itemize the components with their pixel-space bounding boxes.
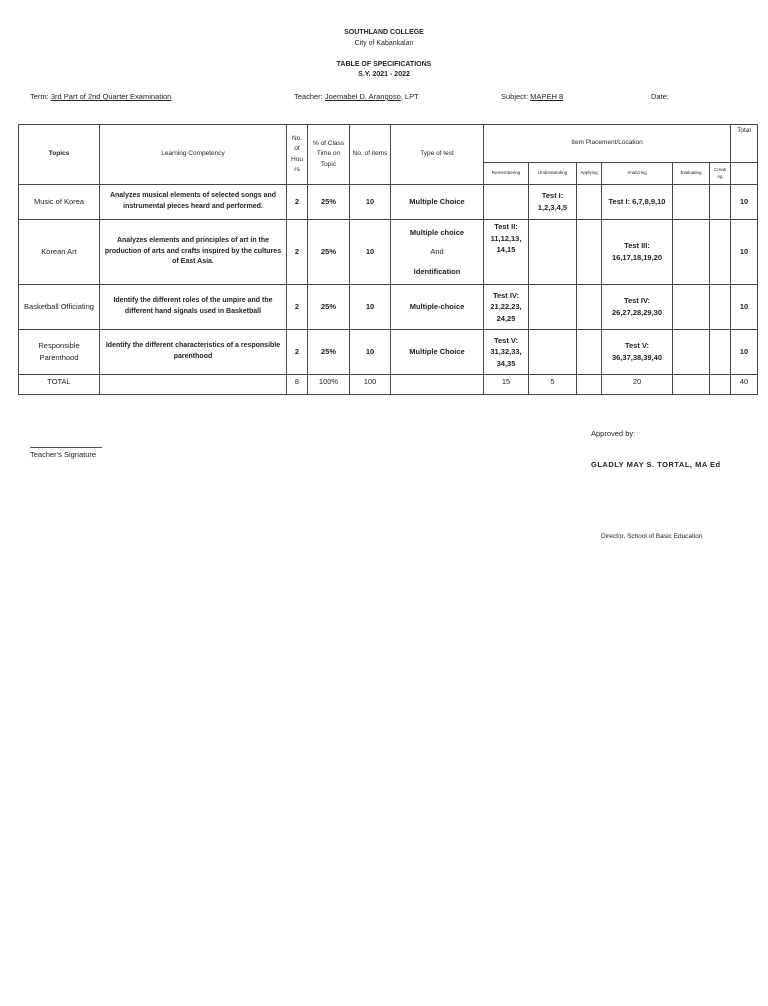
row-remembering: Test V: 31,32,33, 34,35: [484, 330, 529, 375]
teacher-field: [294, 92, 419, 101]
school-city: City of Kabankalan: [354, 40, 414, 47]
header-total-blank: [731, 163, 758, 185]
teacher-value: Joemabel D. Arangoso: [324, 92, 401, 101]
row-creating: [710, 330, 731, 375]
row-items: 10: [350, 285, 391, 330]
school-name: SOUTHLAND COLLEGE: [344, 29, 424, 36]
approver-title: Director, School of Basic Education: [601, 533, 703, 540]
header-creating: Creati ng: [710, 163, 731, 185]
subject-field: [501, 92, 563, 101]
row-type-line3: Identification: [413, 266, 461, 276]
row-understanding: [529, 330, 577, 375]
subject-label: Subject:: [501, 92, 531, 101]
row-percent: 25%: [308, 185, 350, 220]
header-type: Type of test: [391, 125, 484, 185]
subject-value: MAPEH 8: [530, 92, 564, 101]
teacher-label: Teacher:: [294, 92, 325, 101]
header-total: Total: [731, 125, 758, 163]
approved-by-label: Approved by:: [591, 429, 636, 438]
totals-analyzing: 20: [602, 375, 673, 395]
row-percent: 25%: [308, 220, 350, 285]
row-analyzing: Test IV: 26,27,28,29,30: [602, 285, 673, 330]
header-remembering: Remembering: [484, 163, 529, 185]
header-hours: No. of Hou rs: [287, 125, 308, 185]
row-understanding: [529, 220, 577, 285]
row-type: Multiple-choice: [391, 285, 484, 330]
table-row: [19, 285, 758, 330]
teacher-signature-label: Teacher's Signature: [30, 450, 97, 459]
row-competency: Analyzes musical elements of selected songs and instrumental pieces heard and performed.: [100, 185, 287, 220]
row-topic: Basketball Officiating: [19, 285, 100, 330]
row-items: 10: [350, 185, 391, 220]
date-field: Date:: [651, 92, 669, 101]
totals-evaluating: [673, 375, 710, 395]
row-total: 10: [731, 220, 758, 285]
table-row: [19, 330, 758, 375]
term-field: [30, 92, 171, 101]
header-topics: Topics: [19, 125, 100, 185]
row-creating: [710, 220, 731, 285]
row-evaluating: [673, 285, 710, 330]
row-topic: Music of Korea: [19, 185, 100, 220]
school-year: S.Y. 2021 - 2022: [358, 71, 410, 78]
totals-percent: 100%: [308, 375, 350, 395]
row-total: 10: [731, 185, 758, 220]
row-creating: [710, 285, 731, 330]
row-percent: 25%: [308, 330, 350, 375]
row-creating: [710, 185, 731, 220]
row-evaluating: [673, 185, 710, 220]
row-hours: 2: [287, 185, 308, 220]
totals-competency: [100, 375, 287, 395]
row-applying: [577, 330, 602, 375]
header-analyzing: Analyzing: [602, 163, 673, 185]
row-percent: 25%: [308, 285, 350, 330]
totals-items: 100: [350, 375, 391, 395]
totals-applying: [577, 375, 602, 395]
table-row: [19, 185, 758, 220]
header-evaluating: Evaluating: [673, 163, 710, 185]
header-placement: Item Placement/Location: [484, 125, 731, 163]
header-understanding: Understanding: [529, 163, 577, 185]
header-percent: % of Class Time on Topic: [308, 125, 350, 185]
row-evaluating: [673, 220, 710, 285]
row-hours: 2: [287, 220, 308, 285]
row-analyzing: Test I: 6,7,8,9,10: [602, 185, 673, 220]
approver-name: GLADLY MAY S. TORTAL, MA Ed: [591, 460, 721, 469]
signature-line: [30, 447, 102, 448]
row-items: 10: [350, 330, 391, 375]
row-competency: Identify the different characteristics of a responsible parenthood: [100, 330, 287, 375]
totals-label: TOTAL: [19, 375, 100, 395]
row-type-line2: And: [430, 247, 444, 257]
row-remembering: [484, 185, 529, 220]
header-competency: Learning Competency: [100, 125, 287, 185]
row-understanding: Test I: 1,2,3,4,5: [529, 185, 577, 220]
row-applying: [577, 285, 602, 330]
header-applying: Applying: [577, 163, 602, 185]
row-applying: [577, 220, 602, 285]
totals-creating: [710, 375, 731, 395]
row-hours: 2: [287, 330, 308, 375]
totals-type: [391, 375, 484, 395]
header-items: No. of items: [350, 125, 391, 185]
totals-hours: 8: [287, 375, 308, 395]
row-items: 10: [350, 220, 391, 285]
document-title: TABLE OF SPECIFICATIONS: [336, 61, 432, 68]
totals-remembering: 15: [484, 375, 529, 395]
row-type: Multiple Choice: [391, 330, 484, 375]
table-row: [19, 220, 758, 285]
totals-row: [19, 375, 758, 395]
row-evaluating: [673, 330, 710, 375]
row-remembering: Test IV: 21,22,23, 24,25: [484, 285, 529, 330]
row-analyzing: Test V: 36,37,38,39,40: [602, 330, 673, 375]
specifications-table: [18, 124, 758, 395]
row-topic: Responsible Parenthood: [19, 330, 100, 375]
row-hours: 2: [287, 285, 308, 330]
totals-understanding: 5: [529, 375, 577, 395]
row-total: 10: [731, 330, 758, 375]
row-type-line1: Multiple choice: [409, 227, 465, 237]
row-type: [391, 220, 484, 285]
totals-total: 40: [731, 375, 758, 395]
term-label: Term:: [30, 92, 51, 101]
row-remembering: Test II: 11,12,13, 14,15: [484, 220, 529, 285]
row-type: Multiple Choice: [391, 185, 484, 220]
teacher-suffix: , LPT: [400, 92, 419, 101]
row-competency: Identify the different roles of the umpire and the different hand signals used in Basketball: [100, 285, 287, 330]
row-competency: Analyzes elements and principles of art in the production of arts and crafts inspired by the cultures of East Asia.: [100, 220, 287, 285]
row-topic: Korean Art: [19, 220, 100, 285]
term-value: 3rd Part of 2nd Quarter Examination: [50, 92, 172, 101]
row-understanding: [529, 285, 577, 330]
row-analyzing: Test III: 16,17,18,19,20: [602, 220, 673, 285]
row-applying: [577, 185, 602, 220]
row-total: 10: [731, 285, 758, 330]
